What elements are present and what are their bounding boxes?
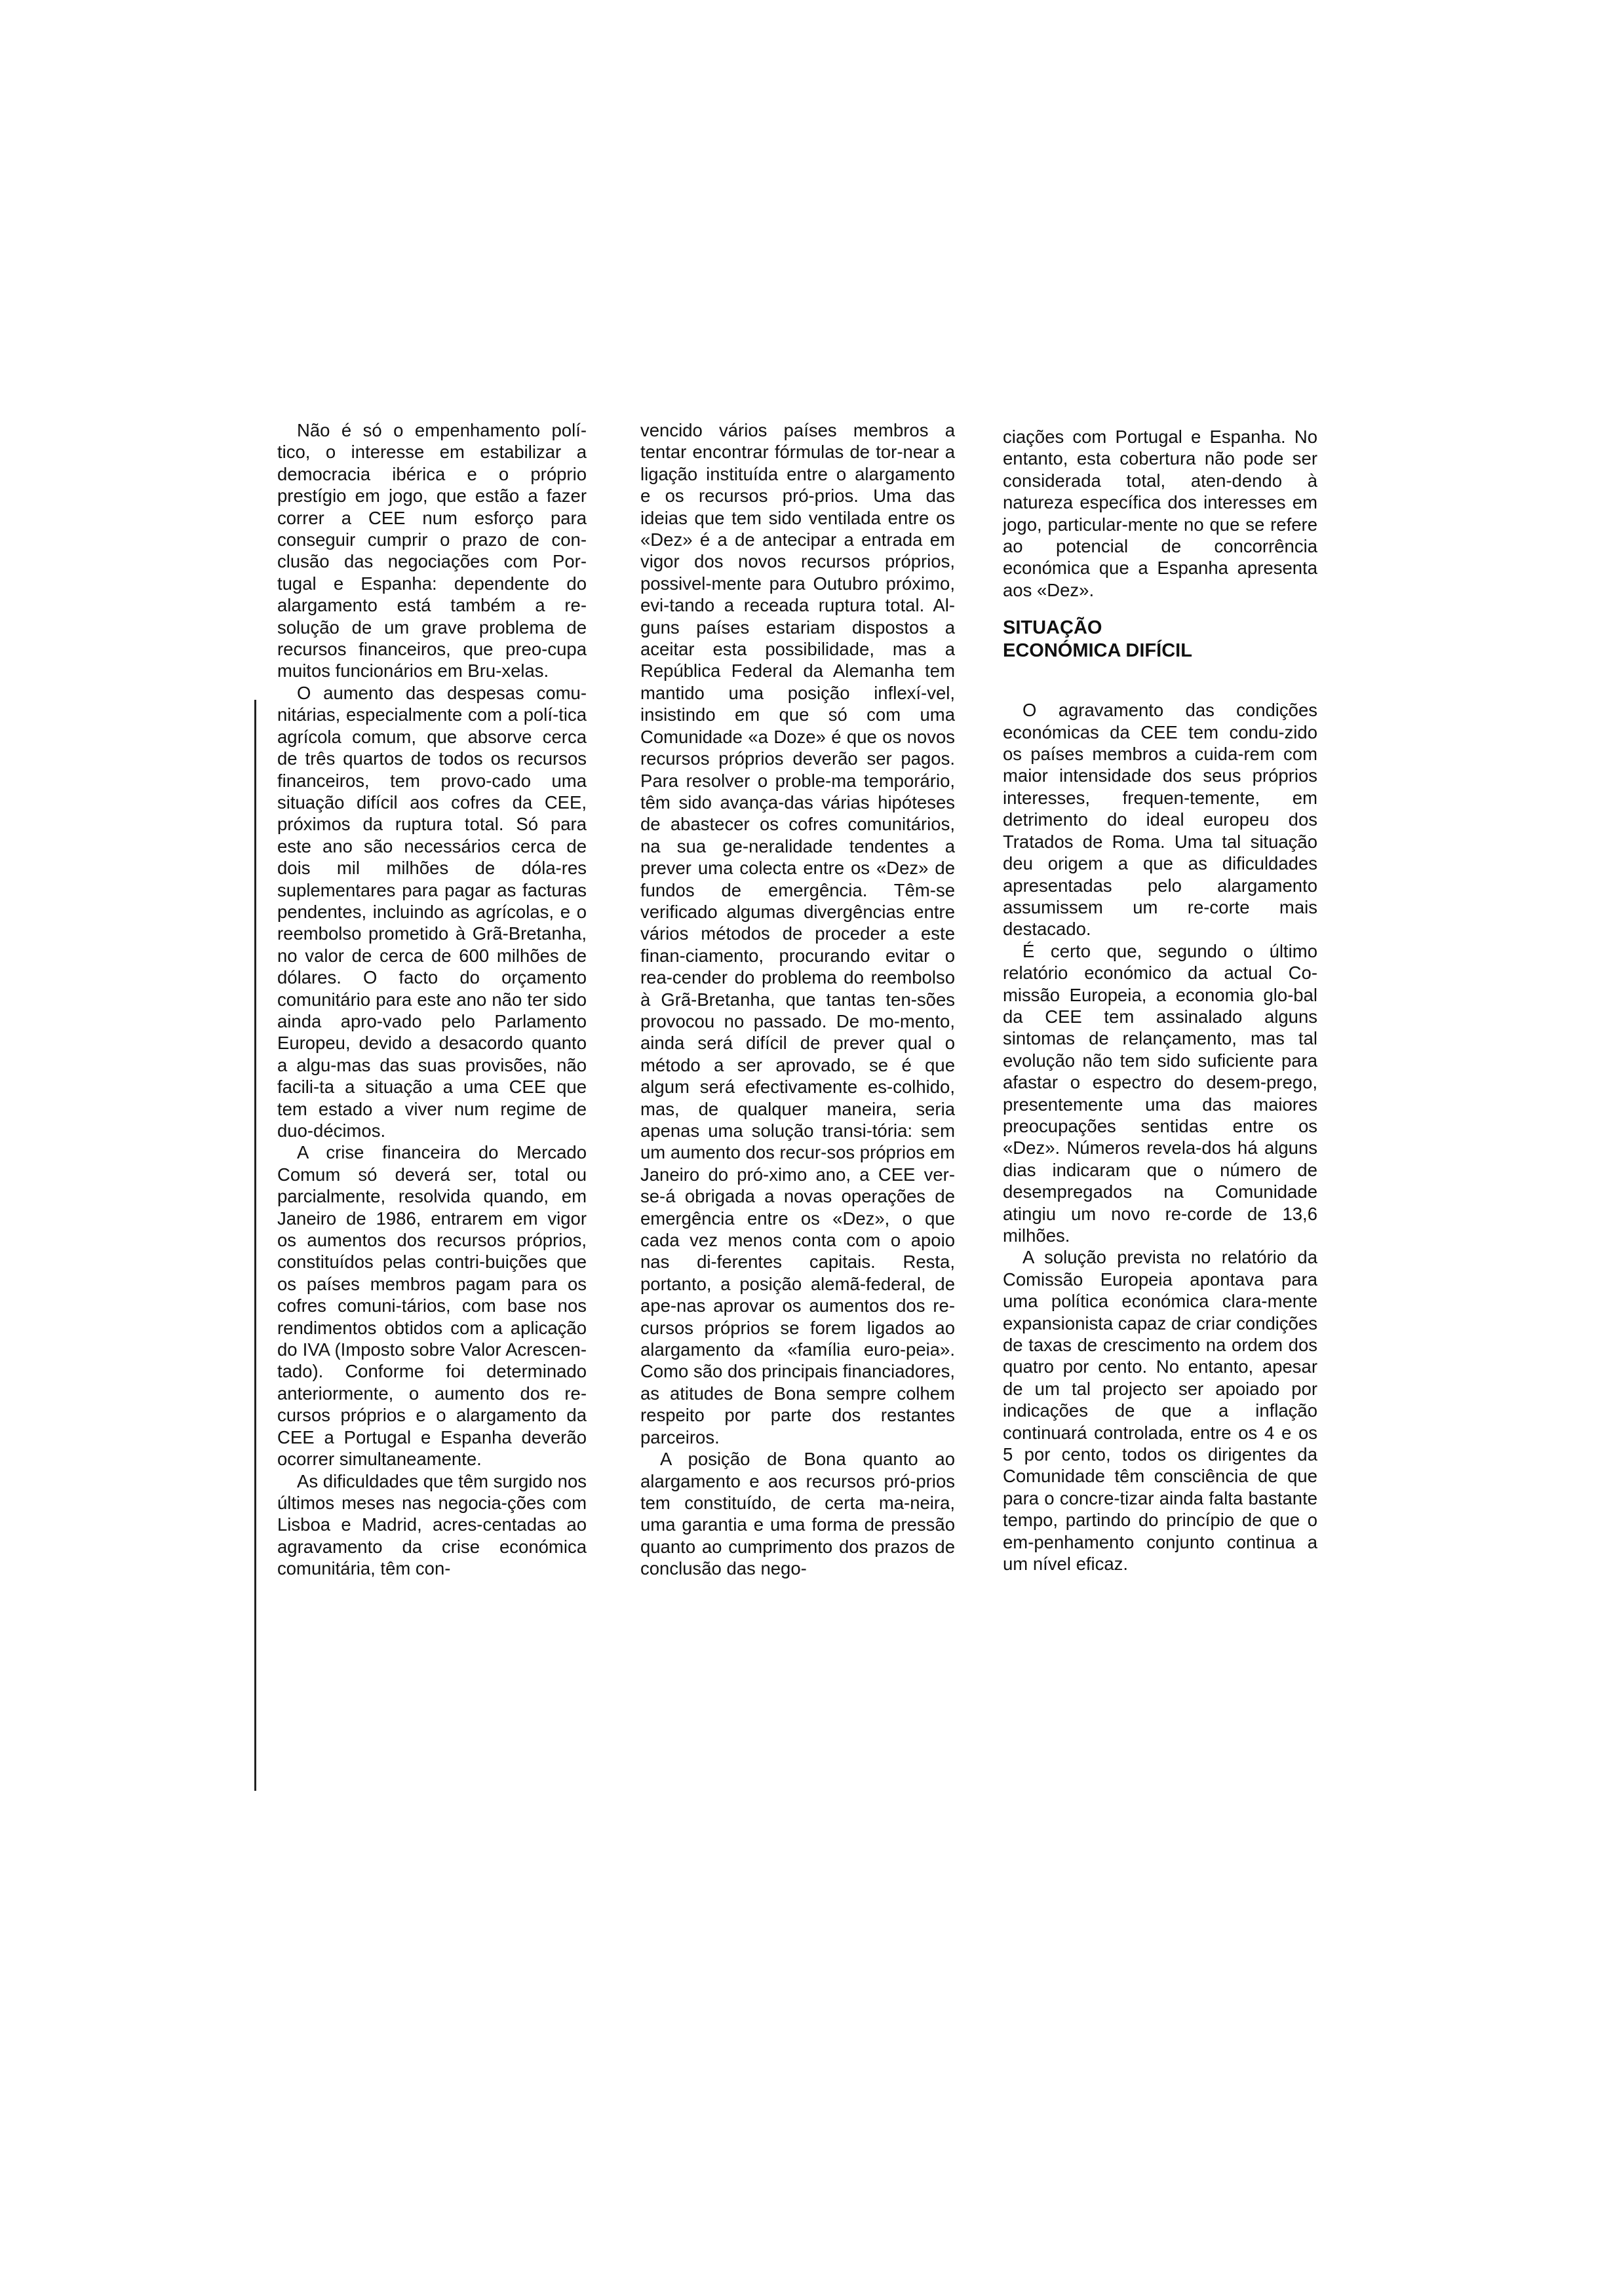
- paragraph: ciações com Portugal e Espanha. No entanto, esta cobertura não pode ser considerada total, aten-dendo à natureza específica dos interesses em jogo, particular-mente no que se refere ao potencial de concorrência económica que a Espanha apresenta aos «Dez».: [1003, 427, 1317, 600]
- margin-rule: [254, 700, 256, 1791]
- paragraph: A posição de Bona quanto ao alargamento e aos recursos pró-prios tem constituído, de certa ma-neira, uma garantia e uma forma de pressão quanto ao cumprimento dos prazos de conclusão das nego-: [640, 1449, 955, 1579]
- article-column-1: [277, 419, 587, 1580]
- paragraph: A solução prevista no relatório da Comissão Europeia apontava para uma política económica clara-mente expansionista capaz de criar condições de taxas de crescimento na ordem dos quatro por cento. No entanto, apesar de um tal projecto ser apoiado por indicações de que a inflação continuará controlada, entre os 4 e os 5 por cento, todos os dirigentes da Comunidade têm consciência de que para o concre-tizar ainda falta bastante tempo, partindo do princípio de que o em-penhamento conjunto continua a um nível eficaz.: [1003, 1247, 1318, 1575]
- paragraph: O aumento das despesas comu-nitárias, especialmente com a polí-tica agrícola comum, que absorve cerca de três quartos de todos os recursos financeiros, tem provo-cado uma situação difícil aos cofres da CEE, próximos da ruptura total. Só para este ano são necessários cerca de dois mil milhões de dóla-res suplementares para pagar as facturas pendentes, incluindo as agrícolas, e o reembolso prometido à Grã-Bretanha, no valor de cerca de 600 milhões de dólares. O facto do orçamento comunitário para este ano não ter sido ainda apro-vado pelo Parlamento Europeu, devido a desacordo quanto a algu-mas das suas provisões, não facili-ta a situação a uma CEE que tem estado a viver num regime de duo-décimos.: [277, 682, 587, 1141]
- paragraph: A crise financeira do Mercado Comum só deverá ser, total ou parcialmente, resolvida quando, em Janeiro de 1986, entrarem em vigor os aumentos dos recursos próprios, constituídos pelas contri-buições que os países membros pagam para os cofres comuni-tários, com base nos rendimentos obtidos com a aplicação do IVA (Imposto sobre Valor Acrescen-tado). Conforme foi determinado anteriormente, o aumento dos re-cursos próprios e o alargamento da CEE a Portugal e Espanha deverão ocorrer simultaneamente.: [277, 1142, 587, 1470]
- paragraph: Não é só o empenhamento polí-tico, o interesse em estabilizar a democracia ibérica e o próprio prestígio em jogo, que estão a fazer correr a CEE num esforço para conseguir cumprir o prazo de con-clusão das negociações com Por-tugal e Espanha: dependente do alargamento está também a re-solução de um grave problema de recursos financeiros, que preo-cupa muitos funcionários em Bru-xelas.: [277, 420, 587, 681]
- paragraph: O agravamento das condições económicas da CEE tem condu-zido os países membros a cuida-rem com maior intensidade dos seus próprios interesses, frequen-temente, em detrimento do ideal europeu dos Tratados de Roma. Uma tal situação deu origem a que as dificuldades apresentadas pelo alargamento assumissem um re-corte mais destacado.: [1003, 700, 1317, 940]
- paragraph: vencido vários países membros a tentar encontrar fórmulas de tor-near a ligação instituída entre o alargamento e os recursos pró-prios. Uma das ideias que tem sido ventilada entre os «Dez» é a de antecipar a entrada em vigor dos novos recursos próprios, possivel-mente para Outubro próximo, evi-tando a receada ruptura total. Al-guns países estariam dispostos a aceitar esta possibilidade, mas a República Federal da Alemanha tem mantido uma posição inflexí-vel, insistindo em que só com uma Comunidade «a Doze» é que os novos recursos próprios deverão ser pagos. Para resolver o proble-ma temporário, têm sido avança-das várias hipóteses de abastecer os cofres comunitários, na sua ge-neralidade tendentes a prever uma colecta entre os «Dez» de fundos de emergência. Têm-se verificado algumas divergências entre vários métodos de proceder a este finan-ciamento, procurando evitar o rea-cender do problema do reembolso à Grã-Bretanha, que tantas ten-sões provocou no passado. De mo-mento, ainda será difícil de prever qual o método a ser aprovado, se é que algum será efectivamente es-colhido, mas, de qualquer maneira, seria apenas uma solução transi-tória: sem um aumento dos recur-sos próprios em Janeiro do pró-ximo ano, a CEE ver-se-á obrigada a novas operações de emergência entre os «Dez», o que cada vez menos conta com o apoio nas di-ferentes capitais. Resta, portanto, a posição alemã-federal, de ape-nas aprovar os aumentos dos re-cursos próprios se forem ligados ao alargamento da «família euro-peia». Como são dos principais financiadores, as atitudes de Bona sempre colhem respeito por parte dos restantes parceiros.: [640, 420, 955, 1447]
- article-column-3: [1003, 426, 1317, 1575]
- paragraph: As dificuldades que têm surgido nos últimos meses nas negocia-ções com Lisboa e Madrid, acres-centadas ao agravamento da crise económica comunitária, têm con-: [277, 1470, 587, 1579]
- section-heading: SITUAÇÃO ECONÓMICA DIFÍCIL: [1003, 617, 1192, 662]
- paragraph: É certo que, segundo o último relatório económico da actual Co-missão Europeia, a economia glo-bal da CEE tem assinalado alguns sintomas de relançamento, mas tal evolução não tem sido suficiente para afastar o espectro do desem-prego, presentemente uma das maiores preocupações sentidas entre os «Dez». Números revela-dos há alguns dias indicaram que o número de desempregados na Comunidade atingiu um novo re-corde de 13,6 milhões.: [1003, 940, 1317, 1246]
- article-column-2: [640, 419, 955, 1580]
